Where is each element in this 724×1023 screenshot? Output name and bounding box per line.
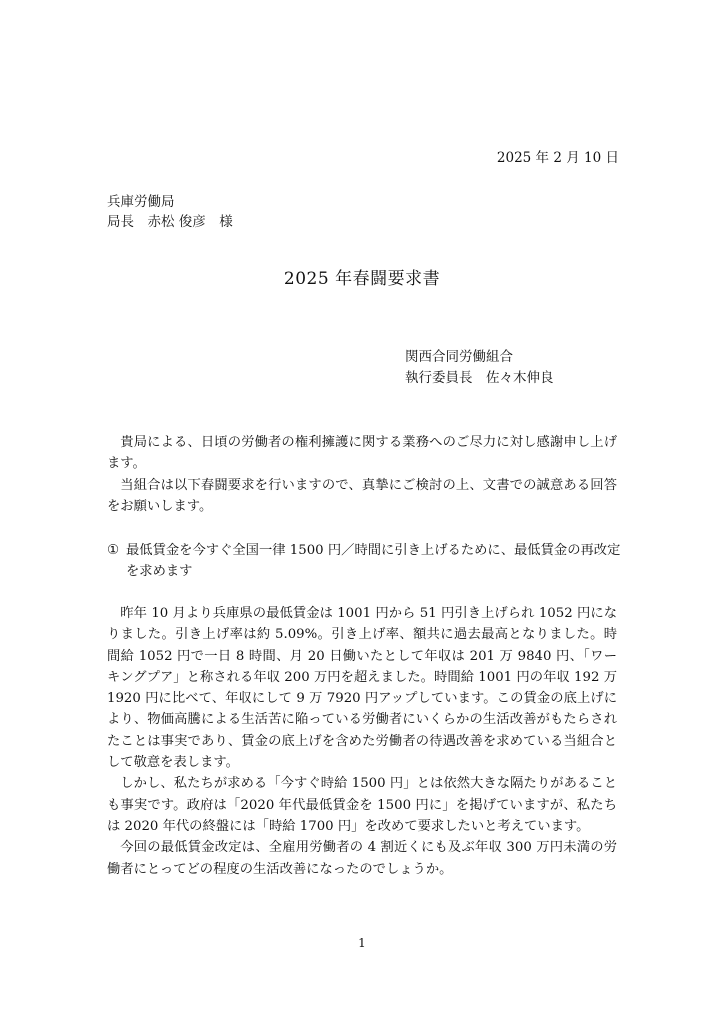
recipient-person: 局長 赤松 俊彦 様 [107,214,233,230]
intro-paragraph: 当組合は以下春闘要求を行いますので、真摯にご検討の上、文書での誠意ある回答をお願いします。 [107,477,617,514]
sender-organization: 関西合同労働組合 [405,349,513,365]
demand-item [107,540,627,583]
intro-section [107,432,617,517]
intro-paragraph: 貴局による、日頃の労働者の権利擁護に関する業務へのご尽力に対し感謝申し上げます。 [107,435,617,472]
body-paragraph: 昨年 10 月より兵庫県の最低賃金は 1001 円から 51 円引き上げられ 1052 円になりました。引き上げ率は約 5.09%。引き上げ率、額共に過去最高となりました。時間給 1052 円で一日 8 時間、月 20 日働いたとして年収は 201 万 9840 円、「ワーキングプア」と称される年収 200 万円を超えました。時間給 1001 円の年収 192 万 1920 円に比べて、年収にして 9 万 7920 円アップしています。この賃金の底上げにより、物価高騰による生活苦に陥っている労働者にいくらかの生活改善がもたらされたことは事実であり、賃金の底上げを含めた労働者の待遇改善を求めている当組合として敬意を表します。 [107,606,617,771]
demand-item-number: ① [107,543,119,558]
main-body-section [107,603,617,880]
demand-item-text: 最低賃金を今すぐ全国一律 1500 円／時間に引き上げるために、最低賃金の再改定を求めます [126,543,621,580]
body-paragraph: 今回の最低賃金改定は、全雇用労働者の 4 割近くにも及ぶ年収 300 万円未満の労働者にとってどの程度の生活改善になったのでしょうか。 [107,840,617,877]
page-number: 1 [358,936,366,950]
recipient-organization: 兵庫労働局 [107,194,175,210]
document-title: 2025 年春闘要求書 [283,269,441,289]
sender-person: 執行委員長 佐々木伸良 [405,370,554,386]
body-paragraph: しかし、私たちが求める「今すぐ時給 1500 円」とは依然大きな隔たりがあることも事実です。政府は「2020 年代最低賃金を 1500 円に」を掲げていますが、私たちは 2020 年代の終盤には「時給 1700 円」を改めて要求したいと考えています。 [107,776,617,834]
document-date: 2025 年 2 月 10 日 [496,150,619,166]
